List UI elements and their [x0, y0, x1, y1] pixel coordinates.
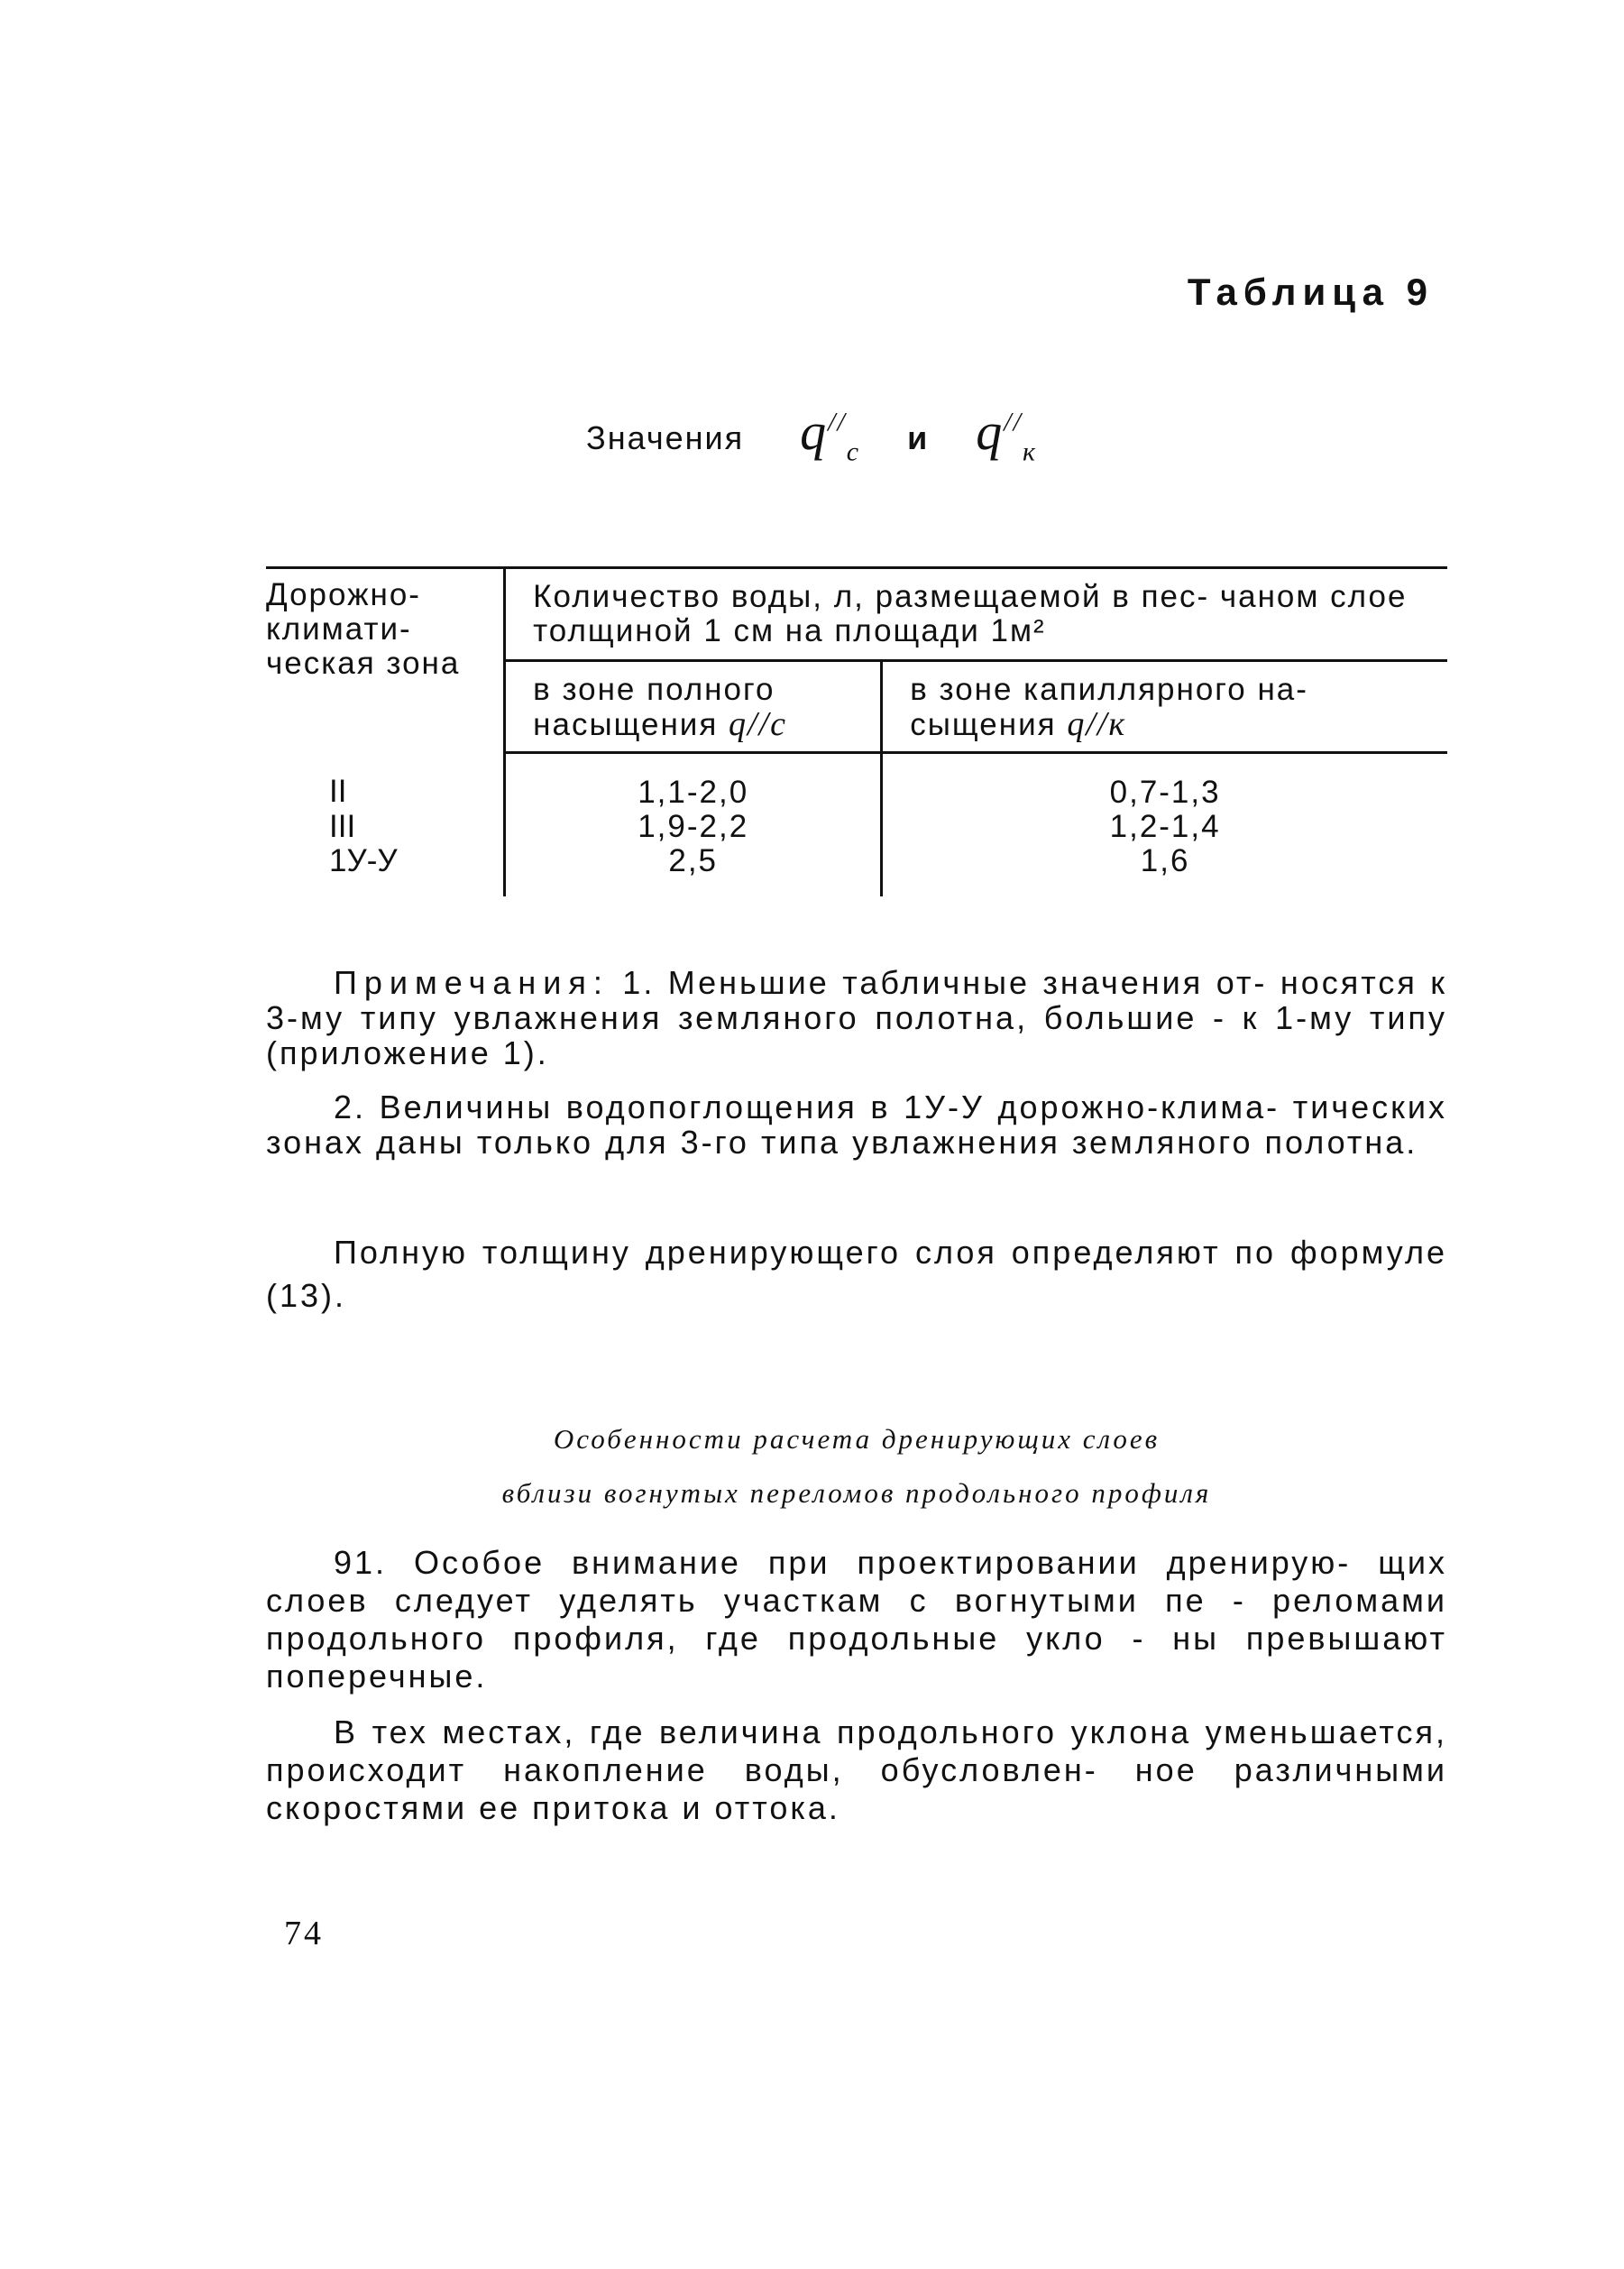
formula-paragraph: Полную толщину дренирующего слоя определяют по формуле (13).	[266, 1234, 1447, 1314]
table-caption	[271, 401, 1353, 468]
notes-label: Примечания:	[334, 964, 610, 1001]
caption-prefix: Значения	[585, 419, 745, 456]
header-capillary-saturation: в зоне капиллярного на- сыщения q//к	[882, 661, 1447, 753]
table-label: Таблица 9	[1187, 271, 1434, 313]
water-values-table	[266, 566, 1447, 896]
cell-full: 1,9-2,2	[505, 810, 882, 844]
cell-full: 1,1-2,0	[505, 753, 882, 811]
symbol-qc: $q^{//}_c$	[800, 402, 861, 467]
header-full-saturation: в зоне полного насыщения q//c	[505, 661, 882, 753]
cell-full: 2,5	[505, 844, 882, 896]
paragraph-91: 91. Особое внимание при проектировании дренирую- щих слоев следует уделять участкам с вогнутыми пе - реломами продольного профиля, где продольные укло - ны превышают поперечные.	[266, 1544, 1447, 1695]
cell-zone: III	[329, 809, 356, 844]
cell-zone: II	[329, 773, 347, 809]
cell-capillary: 0,7-1,3	[882, 753, 1447, 811]
header-zone: Дорожно- климати- ческая зона	[266, 568, 505, 753]
symbol-qk: $q^{//}_к$	[976, 402, 1038, 467]
paragraph-next: В тех местах, где величина продольного уклона уменьшается, происходит накопление воды, обусловлен- ное различными скоростями ее притока и оттока.	[266, 1713, 1447, 1826]
section-heading-line2: вблизи вогнутых переломов продольного профиля	[501, 1477, 1212, 1509]
caption-conjunction: и	[907, 419, 930, 456]
table-row	[266, 810, 1447, 844]
table-row	[266, 753, 1447, 811]
cell-zone: 1У-У	[329, 843, 398, 878]
header-main: Количество воды, л, размещаемой в пес- чаном слое толщиной 1 см на площади 1м²	[505, 568, 1447, 661]
page-number: 74	[284, 1915, 324, 1952]
cell-capillary: 1,6	[882, 844, 1447, 896]
table-row	[266, 844, 1447, 896]
note-1-text: 1. Меньшие табличные значения от- носятся к 3-му типу увлажнения земляного полотна, большие - к 1-му типу (приложение 1).	[266, 964, 1447, 1071]
cell-capillary: 1,2-1,4	[882, 810, 1447, 844]
section-heading-line1: Особенности расчета дренирующих слоев	[553, 1423, 1161, 1455]
note-1	[266, 965, 1447, 1070]
note-2: 2. Величины водопоглощения в 1У-У дорожно-клима- тических зонах даны только для 3-го типа увлажнения земляного полотна.	[266, 1089, 1447, 1161]
